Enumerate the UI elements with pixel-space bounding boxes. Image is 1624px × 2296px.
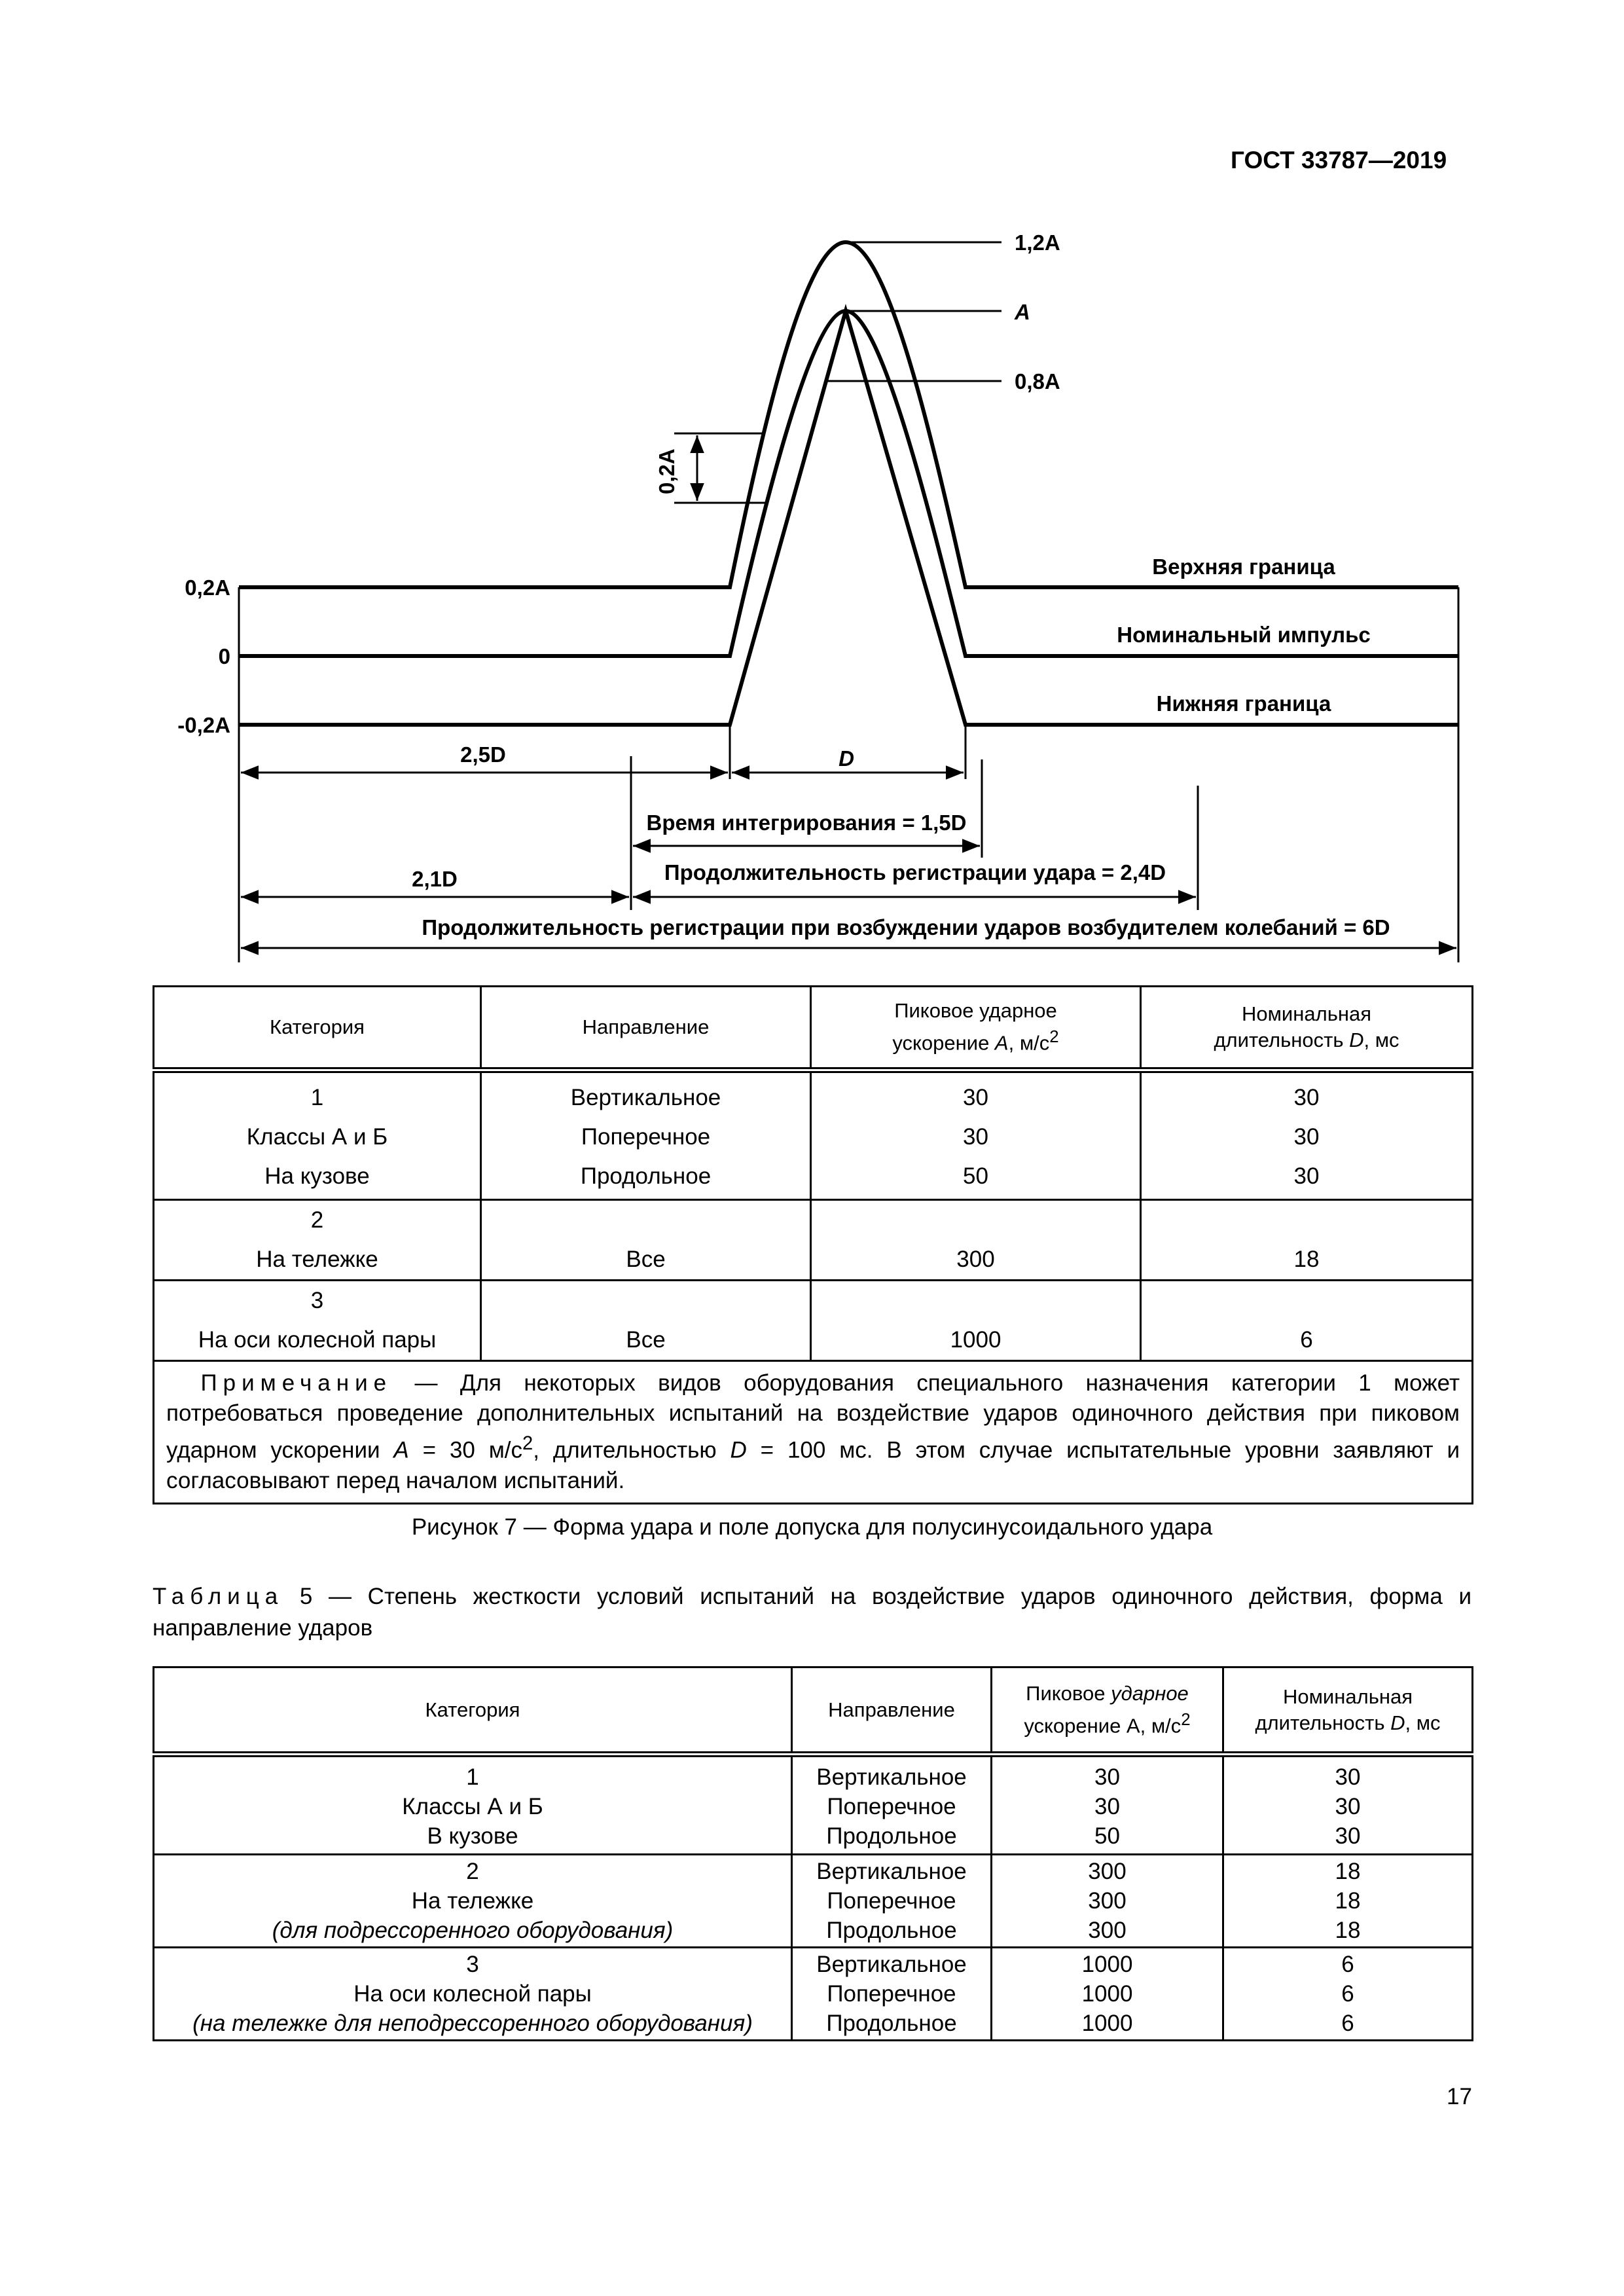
- table-header-row: [154, 987, 1473, 1070]
- header-acceleration: Пиковое ударное ускорение А, $м/с^2$: [992, 1667, 1223, 1755]
- shock-pulse-figure: [0, 0, 1624, 982]
- category-cell: 1 Классы А и Б В кузове: [154, 1755, 792, 1855]
- dim-shock-registration-label: Продолжительность регистрации удара = 2,4D: [664, 860, 1166, 884]
- direction-cell: Вертикальное Поперечное Продольное: [792, 1755, 992, 1855]
- dim-pre2-label: 2,1D: [412, 867, 458, 891]
- acceleration-cell: 30 30 50: [811, 1070, 1141, 1200]
- figure-caption: Рисунок 7 — Форма удара и поле допуска для полусинусоидального удара: [411, 1514, 1213, 1540]
- table-header-row: [154, 1667, 1473, 1755]
- header-duration: Номинальная длительность D, мс: [1223, 1667, 1473, 1755]
- direction-cell: Все: [481, 1200, 811, 1281]
- direction-cell: Вертикальное Поперечное Продольное: [792, 1948, 992, 2041]
- header-acceleration: Пиковое ударное ускорение A, $м/с^2$: [811, 987, 1141, 1070]
- category-cell: 2 На тележке: [154, 1200, 481, 1281]
- table-row: [154, 1070, 1473, 1200]
- acceleration-cell: 300 300 300: [992, 1855, 1223, 1948]
- acceleration-cell: 300: [811, 1200, 1141, 1281]
- dim-pulse-label: D: [839, 746, 854, 771]
- level-zero-label: 0: [218, 644, 230, 668]
- nominal-pulse-curve: [239, 311, 1458, 656]
- category-cell: 3 На оси колесной пары: [154, 1281, 481, 1361]
- peak-upper-label: 1,2A: [1015, 230, 1060, 255]
- dim-integration-label: Время интегрирования = 1,5D: [646, 811, 967, 835]
- duration-cell: 18 18 18: [1223, 1855, 1473, 1948]
- table-row: [154, 1755, 1473, 1855]
- table5: [153, 1666, 1473, 2041]
- header-direction: Направление: [792, 1667, 992, 1755]
- level-plus-label: 0,2A: [185, 575, 230, 600]
- peak-lower-label: 0,8A: [1015, 369, 1060, 393]
- duration-cell: 30 30 30: [1223, 1755, 1473, 1855]
- level-minus-label: -0,2A: [177, 713, 230, 737]
- header-category: Категория: [154, 987, 481, 1070]
- header-category: Категория: [154, 1667, 792, 1755]
- duration-cell: 6: [1141, 1281, 1473, 1361]
- peak-nominal-label: A: [1015, 300, 1030, 324]
- upper-limit-curve: [239, 242, 1458, 587]
- page-number: 17: [1447, 2084, 1472, 2109]
- acceleration-cell: 1000 1000 1000: [992, 1948, 1223, 2041]
- acceleration-cell: 1000: [811, 1281, 1141, 1361]
- table5-title: Таблица 5 — Степень жесткости условий испытаний на воздействие ударов одиночного действия, форма и направление ударов: [153, 1584, 1471, 1641]
- header-direction: Направление: [481, 987, 811, 1070]
- dim-pre-label: 2,5D: [460, 742, 506, 767]
- direction-cell: Вертикальное Поперечное Продольное: [481, 1070, 811, 1200]
- tolerance-label: 0,2A: [655, 448, 679, 494]
- acceleration-cell: 30 30 50: [992, 1755, 1223, 1855]
- table-row: [154, 1281, 1473, 1361]
- table-row: [154, 1948, 1473, 2041]
- nominal-pulse-label: Номинальный импульс: [1117, 623, 1371, 647]
- duration-cell: 30 30 30: [1141, 1070, 1473, 1200]
- duration-cell: 6 6 6: [1223, 1948, 1473, 2041]
- category-cell: 1 Классы А и Б На кузове: [154, 1070, 481, 1200]
- table-note-row: [154, 1361, 1473, 1504]
- table-row: [154, 1855, 1473, 1948]
- table-row: [154, 1200, 1473, 1281]
- header-duration: Номинальная длительность D, мс: [1141, 987, 1473, 1070]
- lower-limit-curve: [239, 311, 1458, 725]
- document-id: ГОСТ 33787—2019: [1231, 147, 1447, 173]
- category-cell: 3 На оси колесной пары (на тележке для неподрессоренного оборудования): [154, 1948, 792, 2041]
- lower-limit-label: Нижняя граница: [1156, 691, 1331, 716]
- direction-cell: Все: [481, 1281, 811, 1361]
- direction-cell: Вертикальное Поперечное Продольное: [792, 1855, 992, 1948]
- dim-exciter-registration-label: Продолжительность регистрации при возбуждении ударов возбудителем колебаний = 6D: [422, 915, 1390, 939]
- figure7-table: [153, 985, 1473, 1504]
- duration-cell: 18: [1141, 1200, 1473, 1281]
- category-cell: 2 На тележке (для подрессоренного оборудования): [154, 1855, 792, 1948]
- upper-limit-label: Верхняя граница: [1152, 555, 1335, 579]
- table-note: Примечание — Для некоторых видов оборудования специального назначения категории 1 может потребоваться проведение дополнительных испытаний на воздействие ударов одиночного действия при пиковом ударном ускорении A = 30 $м/с^2$, длительностью D = 100 мс. В этом случае испытательные уровни заявляют и согласовывают перед началом испытаний.: [154, 1361, 1473, 1504]
